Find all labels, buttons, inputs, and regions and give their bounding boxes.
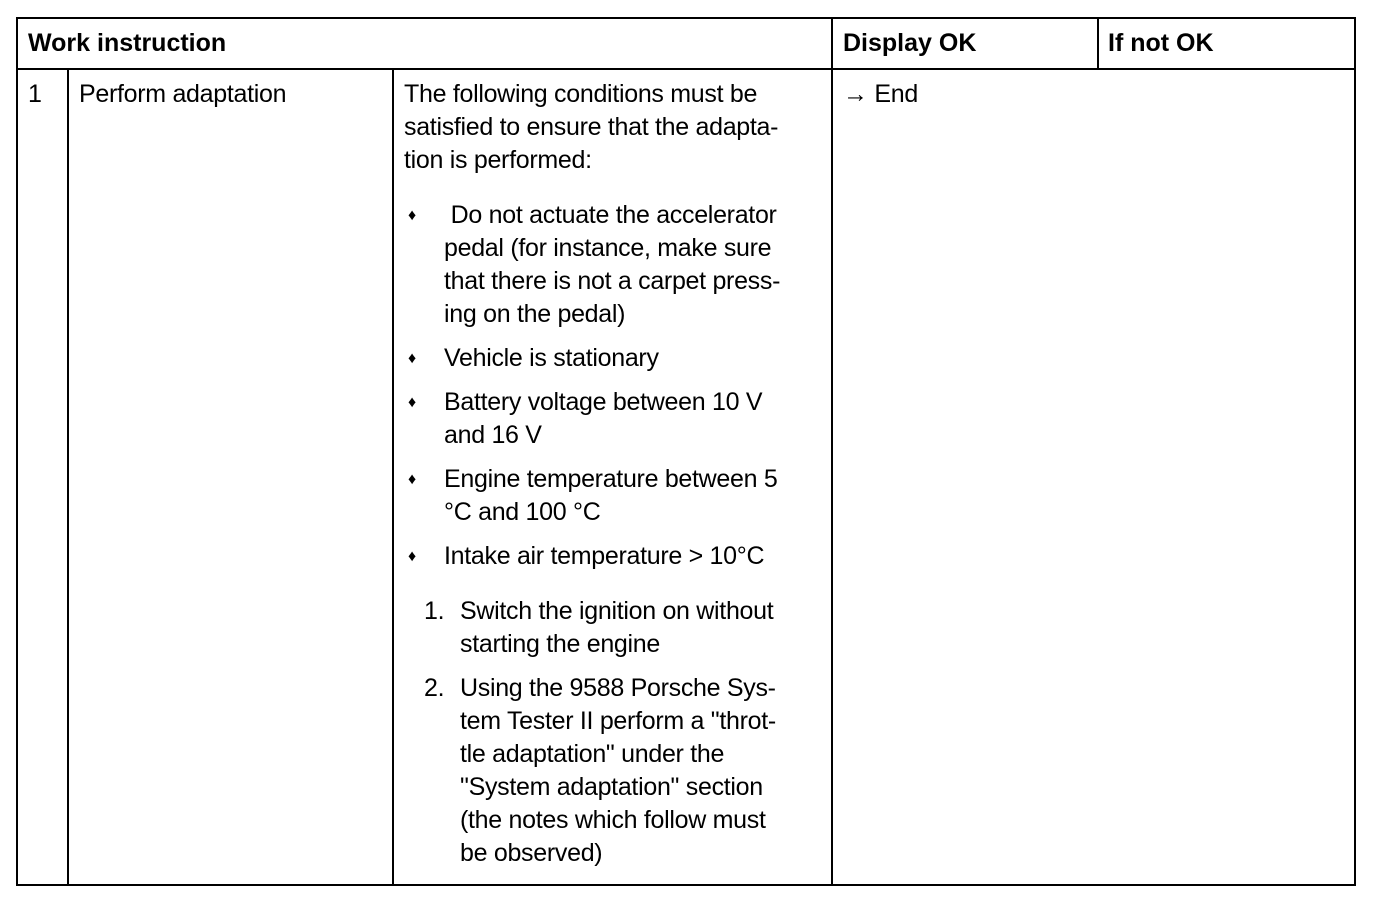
step-line: tem Tester II perform a "throt-: [460, 707, 776, 735]
intro-line: The following conditions must be: [404, 80, 758, 108]
col-divider-number: [67, 69, 69, 884]
condition-line: that there is not a carpet press-: [444, 267, 781, 295]
row-details: [404, 78, 824, 881]
list-item: [404, 540, 824, 573]
conditions-list: [404, 199, 824, 573]
condition-line: ing on the pedal): [444, 300, 626, 328]
steps-list: [404, 595, 824, 870]
step-line: Switch the ignition on without: [460, 597, 774, 625]
col-divider-details: [392, 69, 394, 884]
intro-line: tion is performed:: [404, 146, 592, 174]
diamond-bullet-icon: ♦: [408, 471, 416, 488]
row-number: 1: [28, 80, 42, 108]
work-instruction-table: [16, 17, 1356, 886]
header-if-not-ok: If not OK: [1108, 29, 1214, 57]
condition-line: Engine temperature between 5: [444, 465, 778, 493]
header-display-ok: Display OK: [843, 29, 977, 57]
col-divider-if-not-ok: [1097, 19, 1099, 69]
header-divider: [18, 68, 1354, 70]
step-number: 1.: [424, 597, 445, 625]
row-title: Perform adaptation: [79, 80, 287, 108]
condition-line: Vehicle is stationary: [444, 344, 659, 372]
list-item: [404, 463, 824, 529]
diamond-bullet-icon: ♦: [408, 207, 416, 224]
condition-line: °C and 100 °C: [444, 498, 601, 526]
list-item: [404, 386, 824, 452]
list-item: [404, 672, 824, 870]
intro-line: satisfied to ensure that the adapta-: [404, 113, 779, 141]
step-line: "System adaptation" section: [460, 773, 763, 801]
condition-line: Do not actuate the accelerator: [444, 201, 777, 229]
step-line: Using the 9588 Porsche Sys-: [460, 674, 776, 702]
step-line: (the notes which follow must: [460, 806, 766, 834]
header-work-instruction: Work instruction: [28, 29, 227, 57]
condition-line: pedal (for instance, make sure: [444, 234, 772, 262]
step-line: be observed): [460, 839, 603, 867]
step-line: tle adaptation" under the: [460, 740, 725, 768]
intro-paragraph: [404, 78, 824, 177]
step-number: 2.: [424, 674, 445, 702]
diamond-bullet-icon: ♦: [408, 394, 416, 411]
row-display-ok: → End: [843, 80, 918, 108]
step-line: starting the engine: [460, 630, 661, 658]
diamond-bullet-icon: ♦: [408, 548, 416, 565]
col-divider-display-ok: [831, 19, 833, 884]
list-item: [404, 199, 824, 331]
condition-line: Intake air temperature > 10°C: [444, 542, 765, 570]
list-item: [404, 342, 824, 375]
list-item: [404, 595, 824, 661]
diamond-bullet-icon: ♦: [408, 350, 416, 367]
condition-line: and 16 V: [444, 421, 542, 449]
condition-line: Battery voltage between 10 V: [444, 388, 763, 416]
